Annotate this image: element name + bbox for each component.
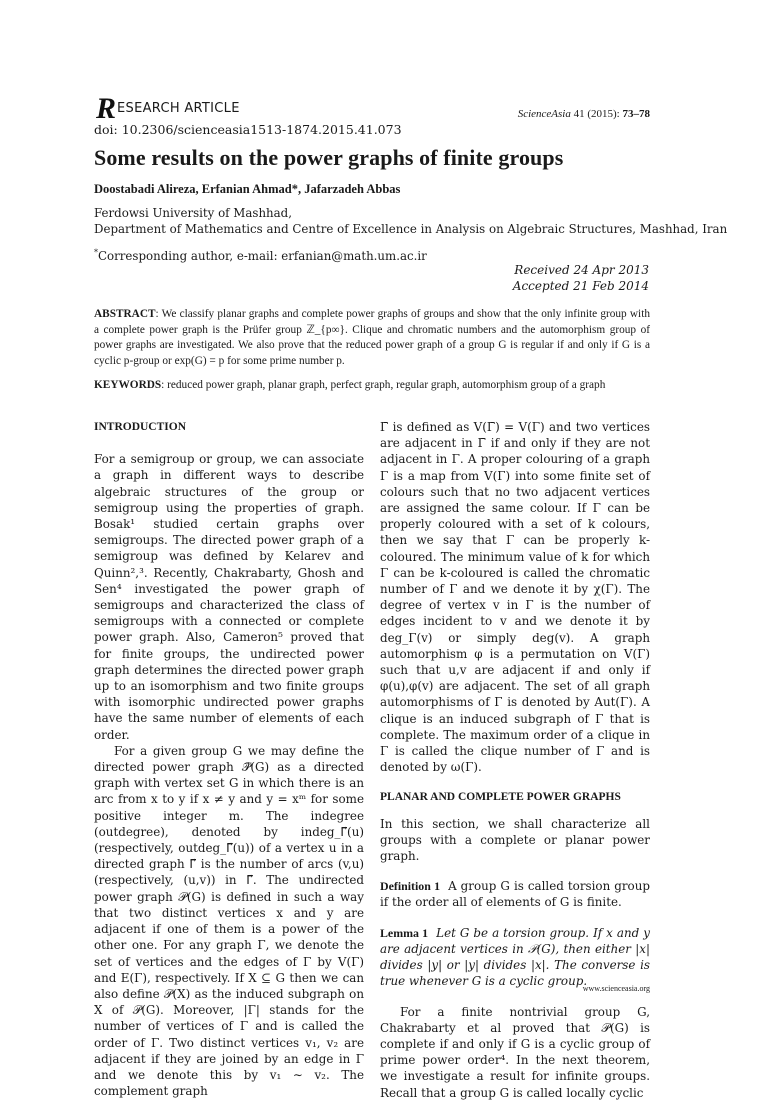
intro-paragraph-1: For a semigroup or group, we can associate a graph in different ways to describe algebraic structures of the group or semigroup using the properties of graph. Bosak¹ studied certain graphs over semigroups. The directed power graph of a semigroup was defined by Kelarev and Quinn²,³. Recently, Chakrabarty, Ghosh and Sen⁴ investigated the power graph of semigroups and characterized the class of semigroups with a connected or complete power graph. Also, Cameron⁵ proved that for finite groups, the undirected power graph determines the directed power graph up to an isomorphism and two finite groups with isomorphic undirected power graphs have the same number of elements of each order.: [94, 452, 364, 742]
definitions-paragraph: Γ̄ is defined as V(Γ̄) = V(Γ) and two vertices are adjacent in Γ̄ if and only if they are not adjacent in Γ. A proper colouring of a graph Γ is a map from V(Γ) into some finite set of colours such that no two adjacent vertices are assigned the same colour. If Γ can be properly coloured with a set of k colours, then we say that Γ can be properly k-coloured. The minimum value of k for which Γ can be k-coloured is called the chromatic number of Γ and we denote it by χ(Γ). The degree of vertex v in Γ is the number of edges incident to v and we denote it by deg_Γ(v) or simply deg(v). A graph automorphism φ is a permutation on V(Γ) such that u,v are adjacent if and only if φ(u),φ(v) are adjacent. The set of all graph automorphisms of Γ is denoted by Aut(Γ). A clique is an induced subgraph of Γ that is complete. The maximum order of a clique in Γ is called the clique number of Γ and is denoted by ω(Γ).: [380, 420, 650, 775]
theorem-intro-paragraph: For a finite nontrivial group G, Chakrabarty et al proved that 𝒫(G) is complete if and only if G is a cyclic group of prime power order⁴. In the next theorem, we investigate a result for infinite groups. Recall that a group G is called locally cyclic: [380, 1004, 650, 1100]
affiliation-line-1: Ferdowsi University of Mashhad,: [94, 206, 292, 220]
affiliation-line-2: Department of Mathematics and Centre of Excellence in Analysis on Algebraic Structures, Mashhad, Iran: [94, 222, 728, 236]
abstract-text: : We classify planar graphs and complete power graphs of groups and show that the only infinite group with a complete power graph is the Prüfer group ℤ_{p∞}. Clique and chromatic numbers and the automorphism group of power graphs are investigated. We also prove that the reduced power graph of a group G is regular if and only if G is a cyclic p-group or exp(G) = p for some prime number p.: [94, 308, 650, 367]
paper-title: Some results on the power graphs of finite groups: [94, 145, 564, 170]
abstract: [94, 307, 650, 369]
section-heading-planar: PLANAR AND COMPLETE POWER GRAPHS: [380, 791, 621, 804]
keywords-text: : reduced power graph, planar graph, perfect graph, regular graph, automorphism group of a graph: [161, 379, 606, 391]
abstract-label: ABSTRACT: [94, 308, 156, 320]
corresponding-mark: *: [94, 248, 98, 257]
journal-pages: 73–78: [622, 108, 650, 120]
article-type-label: ESEARCH ARTICLE: [117, 101, 240, 116]
journal-volume: 41 (2015):: [573, 108, 620, 120]
received-accepted-dates: [513, 262, 649, 294]
intro-paragraph-2: For a given group G we may define the directed power graph 𝒫⃗(G) as a directed graph with vertex set G in which there is an arc from x to y if x ≠ y and y = xᵐ for some positive integer m. The indegree (outdegree), denoted by indeg_Γ⃗(u) (respectively, outdeg_Γ⃗(u)) of a vertex u in a directed graph Γ⃗ is the number of arcs (v,u) (respectively, (u,v)) in Γ⃗. The undirected power graph 𝒫(G) is defined in such a way that two distinct vertices x and y are adjacent if one of them is a power of the other one. For any graph Γ, we denote the set of vertices and the edges of Γ by V(Γ) and E(Γ), respectively. If X ⊆ G then we can also define 𝒫(X) as the induced subgraph on X of 𝒫(G). Moreover, |Γ| stands for the number of vertices of Γ and is called the order of Γ. Two distinct vertices v₁, v₂ are adjacent if they are joined by an edge in Γ and we denote this by v₁ ∼ v₂. The complement graph: [94, 743, 364, 1099]
affiliation: [94, 205, 727, 237]
section-intro-paragraph: In this section, we shall characterize all groups with a complete or planar power graph.: [380, 816, 650, 864]
accepted-date: Accepted 21 Feb 2014: [512, 279, 649, 293]
lemma-1-label: Lemma 1: [380, 925, 429, 940]
right-column: [380, 419, 650, 1101]
author-list: Doostabadi Alireza, Erfanian Ahmad*, Jafarzadeh Abbas: [94, 182, 401, 196]
keywords: [94, 379, 654, 391]
definition-1: [380, 878, 650, 910]
doi[interactable]: doi: 10.2306/scienceasia1513-1874.2015.41.073: [94, 122, 402, 137]
journal-url[interactable]: www.scienceasia.org: [582, 984, 650, 993]
definition-1-label: Definition 1: [380, 879, 441, 894]
corresponding-author: [94, 248, 427, 263]
lemma-1-text: Let G be a torsion group. If x and y are adjacent vertices in 𝒫(G), then either |x| divides |y| or |y| divides |x|. The converse is true whenever G is a cyclic group.: [380, 925, 650, 989]
journal-logo-letter: R: [96, 92, 117, 125]
left-column: [94, 419, 364, 1099]
lemma-1: [380, 925, 650, 990]
keywords-label: KEYWORDS: [94, 379, 162, 391]
journal-citation: [518, 108, 650, 120]
corresponding-text: Corresponding author, e-mail: erfanian@math.um.ac.ir: [98, 248, 427, 263]
received-date: Received 24 Apr 2013: [514, 263, 649, 277]
definition-1-text: A group G is called torsion group if the order all of elements of G is finite.: [380, 879, 650, 910]
section-heading-introduction: INTRODUCTION: [94, 421, 187, 433]
journal-name: ScienceAsia: [517, 108, 571, 120]
